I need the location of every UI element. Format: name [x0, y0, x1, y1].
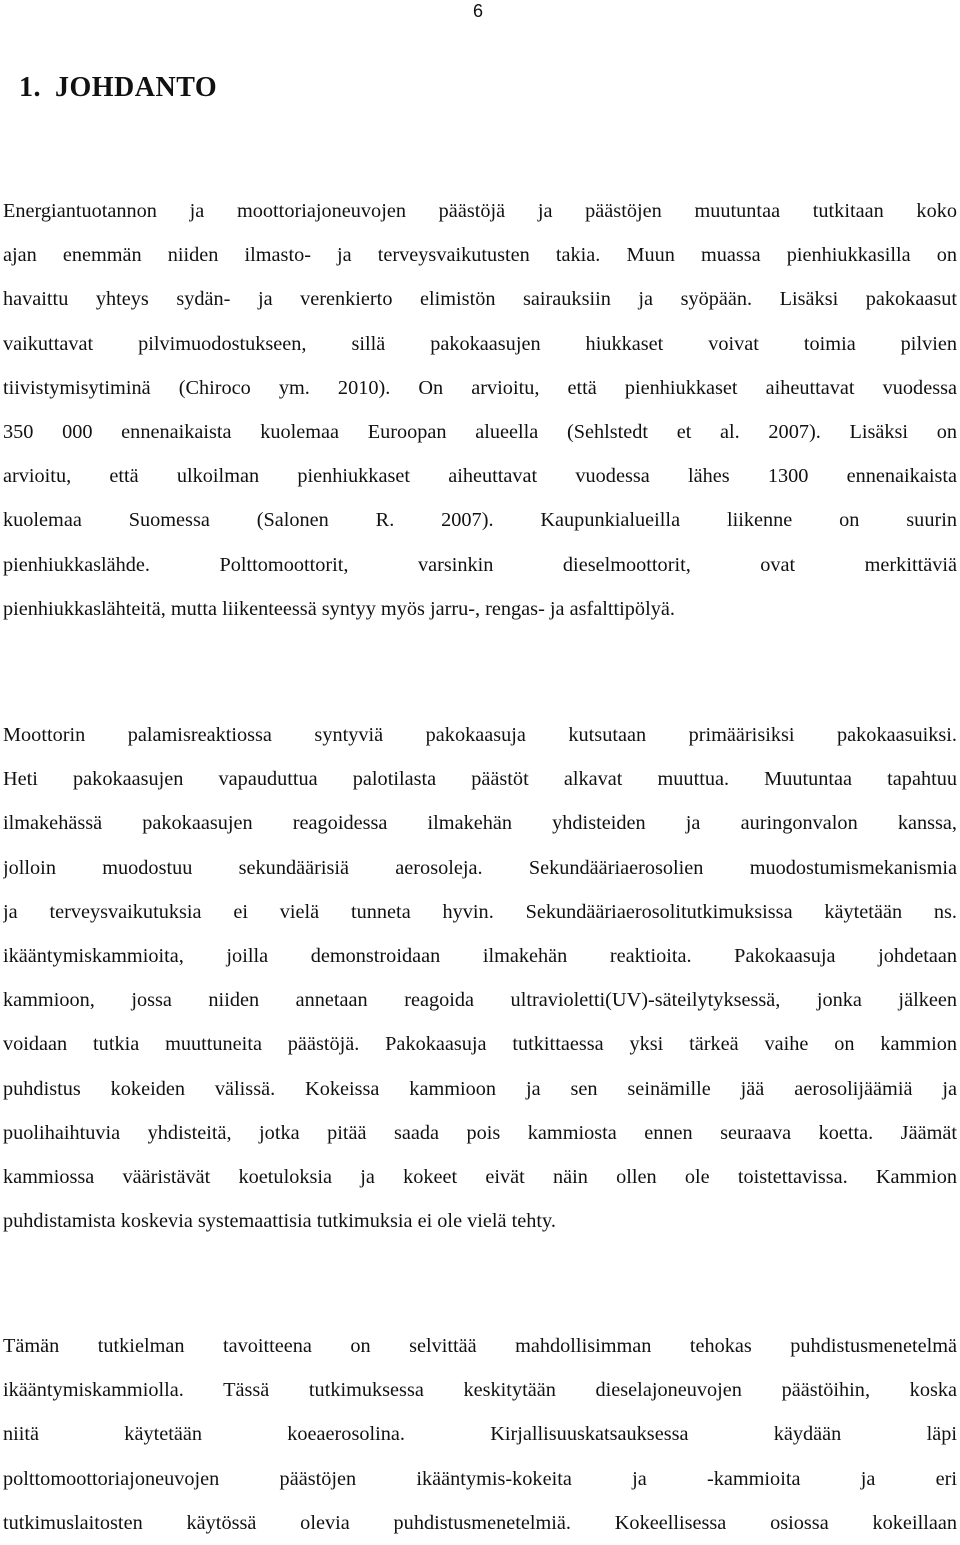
text-line: pienhiukkaslähteitä, mutta liikenteessä syntyy myös jarru-, rengas- ja asfalttipölyä.	[3, 597, 675, 620]
text-line: Energiantuotannon ja moottoriajoneuvojen päästöjä ja päästöjen muutuntaa tutkitaan koko	[3, 200, 957, 222]
text-line: puolihaihtuvia yhdisteitä, jotka pitää saada pois kammiosta ennen seuraava koetta. Jäämät	[3, 1121, 957, 1144]
page-number: 6	[473, 1, 484, 21]
section-number: 1.	[19, 72, 41, 103]
paragraph-primary-exhaust	[3, 713, 957, 1243]
text-line: ikääntymiskammioita, joilla demonstroidaan ilmakehän reaktioita. Pakokaasuja johdetaan	[3, 944, 957, 967]
text-line: ja terveysvaikutuksia ei vielä tunneta hyvin. Sekundääriaerosolitutkimuksissa käytetään ns.	[3, 900, 957, 923]
text-line: 350 000 ennenaikaista kuolemaa Euroopan alueella (Sehlstedt et al. 2007). Lisäksi on	[3, 420, 957, 443]
text-line: pienhiukkaslähde. Polttomoottorit, varsinkin dieselmoottorit, ovat merkittäviä	[3, 553, 957, 576]
text-line: Tämän tutkielman tavoitteena on selvittää mahdollisimman tehokas puhdistusmenetelmä	[3, 1335, 957, 1357]
text-line: puhdistamista koskevia systemaattisia tutkimuksia ei ole vielä tehty.	[3, 1210, 556, 1233]
text-line: kammiossa vääristävät koetuloksia ja kokeet eivät näin ollen ole toistettavissa. Kammion	[3, 1165, 957, 1188]
text-line: kammioon, jossa niiden annetaan reagoida ultravioletti(UV)-säteilytyksessä, jonka jälkeen	[3, 989, 957, 1012]
text-line: havaittu yhteys sydän- ja verenkierto elimistön sairauksiin ja syöpään. Lisäksi pakokaasut	[3, 288, 957, 311]
section-title: JOHDANTO	[55, 72, 218, 103]
text-line: Moottorin palamisreaktiossa syntyviä pakokaasuja kutsutaan primäärisiksi pakokaasuiksi.	[3, 724, 957, 746]
text-line: tiivistymisytiminä (Chiroco ym. 2010). On arvioitu, että pienhiukkaset aiheuttavat vuodessa	[3, 376, 957, 399]
paragraph-objective	[3, 1324, 957, 1545]
section-heading	[19, 70, 217, 106]
text-line: vaikuttavat pilvimuodostukseen, sillä pakokaasujen hiukkaset voivat toimia pilvien	[3, 332, 957, 355]
text-line: Heti pakokaasujen vapauduttua palotilasta päästöt alkavat muuttua. Muutuntaa tapahtuu	[3, 768, 957, 791]
text-line: niitä käytetään koeaerosolina. Kirjallisuuskatsauksessa käydään läpi	[3, 1423, 957, 1446]
text-line: tutkimuslaitosten käytössä olevia puhdistusmenetelmiä. Kokeellisessa osiossa kokeillaan	[3, 1511, 957, 1534]
text-line: ajan enemmän niiden ilmasto- ja terveysvaikutusten takia. Muun muassa pienhiukkasilla on	[3, 244, 957, 267]
text-line: jolloin muodostuu sekundäärisiä aerosoleja. Sekundääriaerosolien muodostumismekanismia	[3, 856, 957, 879]
paragraph-intro	[3, 189, 957, 631]
text-line: voidaan tutkia muuttuneita päästöjä. Pakokaasuja tutkittaessa yksi tärkeä vaihe on kammion	[3, 1033, 957, 1056]
text-line: ikääntymiskammiolla. Tässä tutkimuksessa keskitytään dieselajoneuvojen päästöihin, koska	[3, 1379, 957, 1402]
text-line: kuolemaa Suomessa (Salonen R. 2007). Kaupunkialueilla liikenne on suurin	[3, 509, 957, 532]
text-line: puhdistus kokeiden välissä. Kokeissa kammioon ja sen seinämille jää aerosolijäämiä ja	[3, 1077, 957, 1100]
text-line: ilmakehässä pakokaasujen reagoidessa ilmakehän yhdisteiden ja auringonvalon kanssa,	[3, 812, 957, 835]
text-line: polttomoottoriajoneuvojen päästöjen ikääntymis-kokeita ja -kammioita ja eri	[3, 1467, 957, 1490]
text-line: arvioitu, että ulkoilman pienhiukkaset aiheuttavat vuodessa lähes 1300 ennenaikaista	[3, 465, 957, 488]
